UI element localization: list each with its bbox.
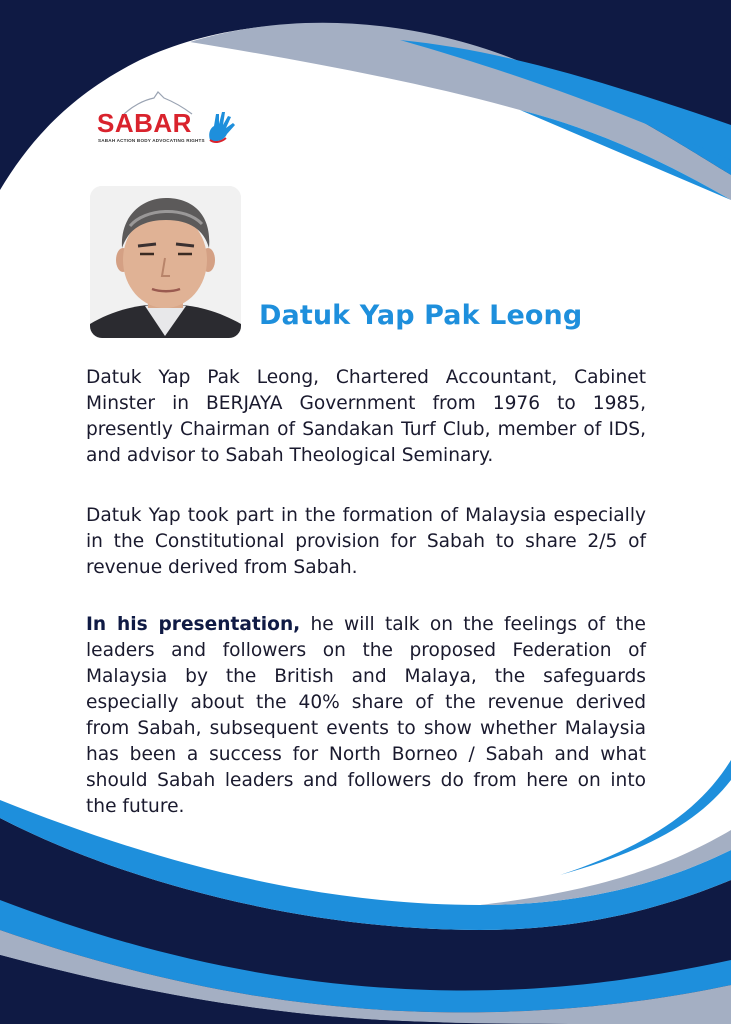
presentation-lead: In his presentation, (86, 614, 301, 635)
presentation-body: he will talk on the feelings of the leaders and followers on the proposed Federation of Malaysia by the British and Malaya, the safeguards especially about the 40% share of the revenue derived from Sabah, subsequent events to show whether Malaysia has been a success for North Borneo / Sabah and what should Sabah leaders and followers do from here on into the future. (86, 614, 646, 817)
sabar-logo (92, 88, 242, 158)
speaker-name: Datuk Yap Pak Leong (259, 300, 583, 331)
presentation-paragraph (86, 612, 646, 820)
portrait-illustration (90, 186, 241, 338)
logo-wordmark: SABAR (97, 108, 192, 138)
portrait-photo (90, 186, 241, 338)
raised-hand-icon (204, 110, 238, 146)
bio-paragraph: Datuk Yap Pak Leong, Chartered Accountant, Cabinet Minster in BERJAYA Government from 1976 to 1985, presently Chairman of Sandakan Turf Club, member of IDS, and advisor to Sabah Theological Seminary. (86, 367, 646, 466)
malaysia-formation-paragraph: Datuk Yap took part in the formation of Malaysia especially in the Constitutional provision for Sabah to share 2/5 of revenue derived from Sabah. (86, 505, 646, 578)
logo-subtitle: SABAH ACTION BODY ADVOCATING RIGHTS (98, 138, 205, 143)
